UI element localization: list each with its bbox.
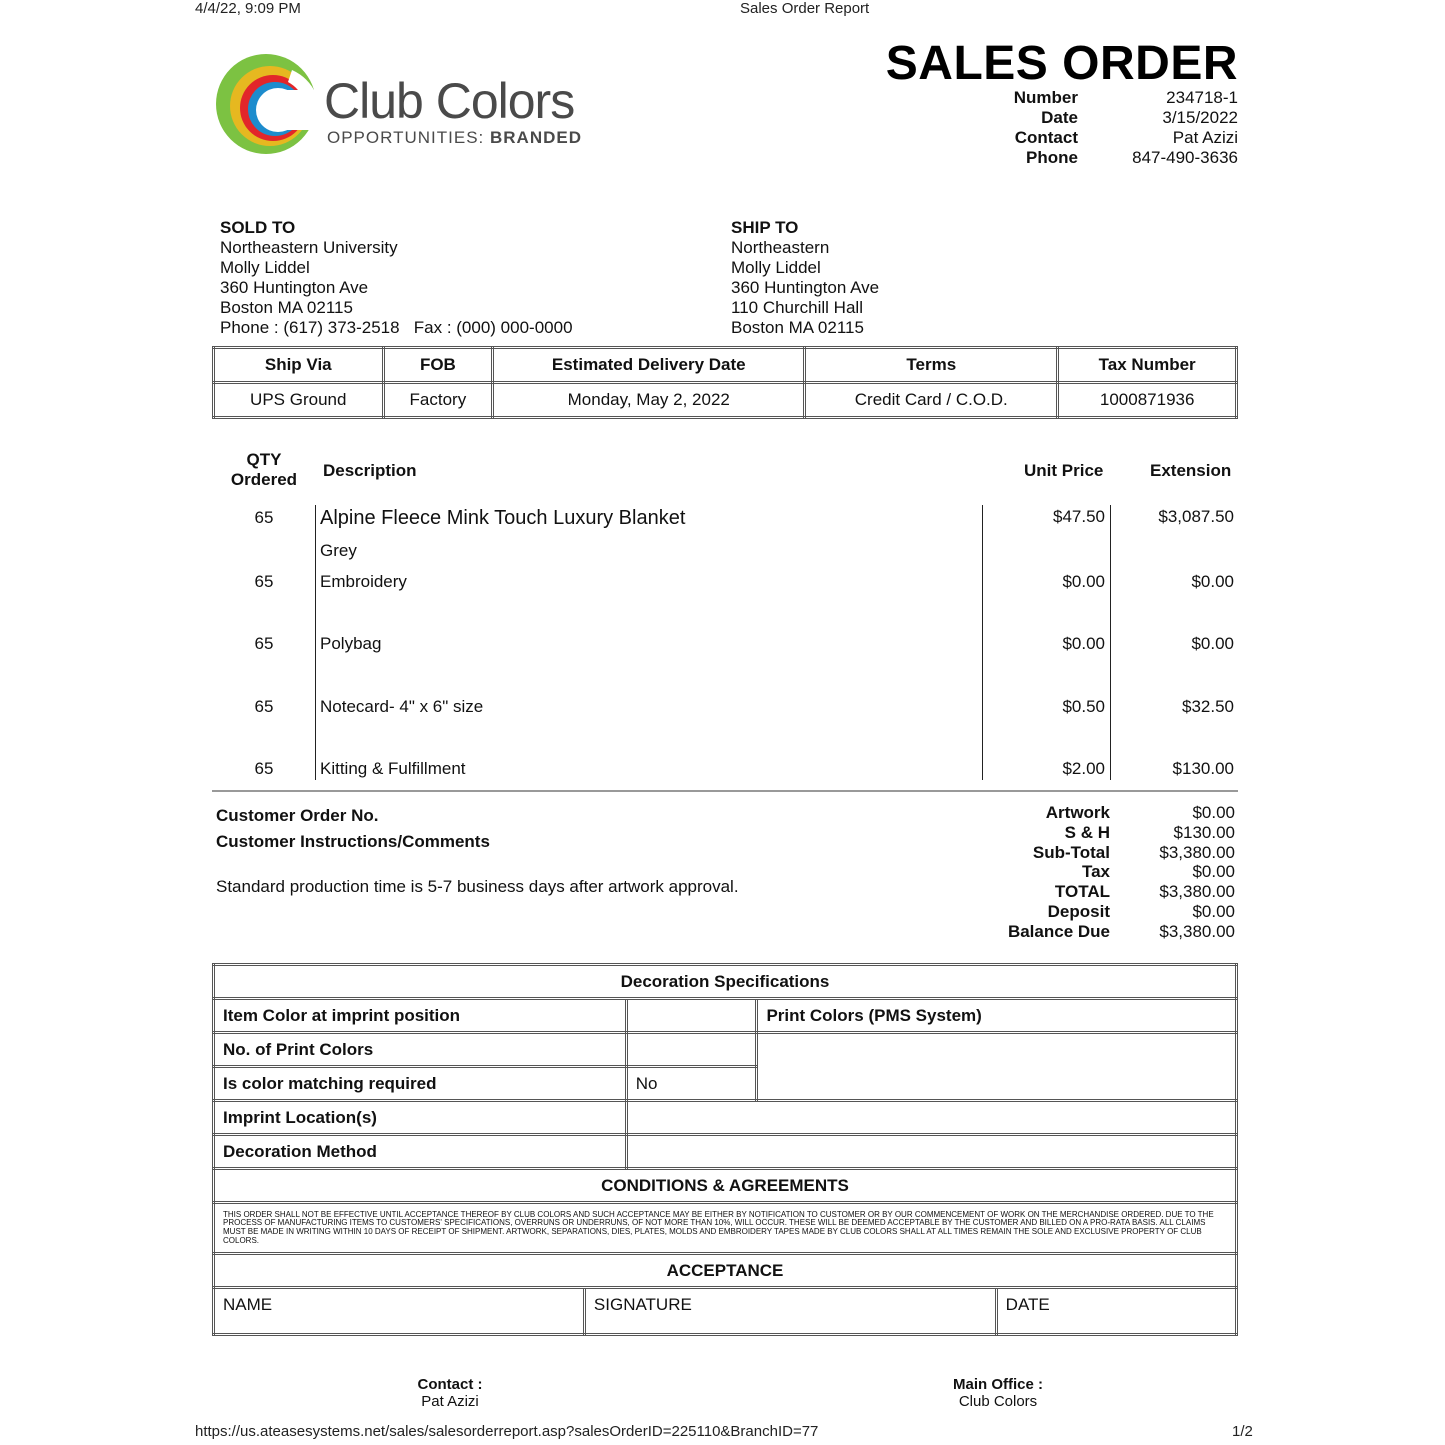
qty-header-line: Ordered [230, 470, 298, 489]
footer-office [928, 1376, 1068, 1410]
item-description: Embroidery [320, 572, 407, 591]
item-unit-price: $2.00 [1062, 759, 1105, 778]
qty-header-line: QTY [246, 450, 282, 469]
conditions-text-row [214, 1203, 1237, 1254]
meta-label: Contact [1014, 128, 1078, 147]
items-divider-price [1110, 505, 1111, 780]
customer-instructions-label: Customer Instructions/Comments [216, 832, 490, 851]
total-value: $0.00 [1192, 862, 1235, 882]
items-divider-desc [982, 505, 983, 780]
logo-tagline-bold: BRANDED [490, 128, 582, 147]
ship-via-header: Ship Via [214, 348, 384, 383]
total-row-total [990, 882, 1235, 902]
items-bottom-divider [212, 790, 1238, 792]
meta-row-contact [968, 128, 1238, 148]
total-value: $130.00 [1173, 822, 1235, 842]
shipping-table [212, 346, 1238, 419]
footer-contact-label: Contact : [417, 1376, 483, 1393]
item-color-value [626, 999, 757, 1033]
acceptance-date-field: DATE [996, 1288, 1236, 1335]
ship-to-line: Boston MA 02115 [731, 318, 864, 337]
total-row-tax [990, 862, 1235, 882]
sold-to-line: 360 Huntington Ave [220, 278, 369, 297]
meta-row-number [968, 88, 1238, 108]
total-label: Tax [1081, 862, 1110, 882]
item-description: Notecard- 4" x 6" size [320, 697, 484, 716]
meta-value: Pat Azizi [1172, 128, 1238, 147]
sold-to-block [220, 218, 573, 338]
item-color-row [214, 999, 1237, 1033]
decoration-table [212, 963, 1238, 1336]
tax-number-value: 1000871936 [1058, 383, 1237, 418]
item-description: Alpine Fleece Mink Touch Luxury Blanket [320, 507, 686, 529]
sold-to-heading: SOLD TO [220, 218, 296, 237]
footer-office-label: Main Office : [952, 1376, 1043, 1393]
item-description: Kitting & Fulfillment [320, 759, 466, 778]
customer-order-label: Customer Order No. [216, 806, 379, 825]
club-colors-logo-icon [212, 50, 320, 158]
color-match-label: Is color matching required [214, 1067, 627, 1101]
fob-value: Factory [383, 383, 493, 418]
delivery-date-header: Estimated Delivery Date [493, 348, 805, 383]
shipping-header-row [214, 348, 1237, 383]
logo-tagline-prefix: OPPORTUNITIES: [327, 128, 485, 147]
total-label: Balance Due [1007, 921, 1110, 941]
meta-value: 847-490-3636 [1132, 148, 1238, 167]
ship-via-value: UPS Ground [214, 383, 384, 418]
total-row-subtotal [990, 843, 1235, 863]
decoration-method-label: Decoration Method [214, 1135, 627, 1169]
item-qty: 65 [254, 508, 274, 527]
logo-tagline [327, 128, 582, 148]
item-qty: 65 [254, 759, 274, 778]
conditions-text: THIS ORDER SHALL NOT BE EFFECTIVE UNTIL ACCEPTANCE THEREOF BY CLUB COLORS AND SUCH ACCEPTANCE MAY BE EITHER BY NOTIFICATION TO CUSTOMER OR BY OUR COMMENCEMENT OF WORK ON THE MERCHANDISE ORDERED. DUE TO THE PROCESS OF MANUFACTURING ITEMS TO CUSTOMERS' SPECIFICATIONS, OVERRUNS OR UNDERRUNS, OF NOT MORE THAN 10%, WILL OCCUR. THESE WILL BE DEEMED ACCEPTABLE BY THE CUSTOMER AND BILLED ON A PRO-RATA BASIS. ALL CLAIMS MUST BE MADE IN WRITING WITHIN 10 DAYS OF RECEIPT OF SHIPMENT. ARTWORK, SEPARATIONS, DIES, PLATES, MOLDS AND EMBROIDERY TAPES MADE BY CLUB COLORS SHALL AT ALL TIMES REMAIN THE SOLE AND EXCLUSIVE PROPERTY OF CLUB COLORS. [214, 1203, 1237, 1254]
sold-to-line: Boston MA 02115 [220, 298, 353, 317]
print-page-number: 1/2 [1232, 1423, 1253, 1440]
total-value: $3,380.00 [1159, 882, 1235, 902]
item-qty: 65 [254, 634, 274, 653]
qty-header [222, 450, 306, 490]
meta-label: Phone [1026, 148, 1078, 167]
total-value: $0.00 [1192, 901, 1235, 921]
terms-value: Credit Card / C.O.D. [805, 383, 1058, 418]
delivery-date-value: Monday, May 2, 2022 [493, 383, 805, 418]
ship-to-heading: SHIP TO [731, 218, 799, 237]
meta-row-phone [968, 148, 1238, 168]
document-title: SALES ORDER [885, 37, 1238, 90]
item-qty: 65 [254, 572, 274, 591]
unit-price-header: Unit Price [1024, 461, 1104, 480]
description-header: Description [323, 461, 417, 480]
num-colors-row [214, 1033, 1237, 1067]
ship-to-block [731, 218, 879, 338]
meta-row-date [968, 108, 1238, 128]
meta-label: Number [1013, 88, 1078, 107]
total-value: $3,380.00 [1159, 921, 1235, 941]
footer-contact [380, 1376, 520, 1410]
item-extension: $0.00 [1191, 634, 1234, 653]
total-label: Artwork [1045, 803, 1110, 822]
sold-to-line: Northeastern University [220, 238, 398, 257]
item-color-label: Item Color at imprint position [214, 999, 627, 1033]
print-title: Sales Order Report [740, 0, 870, 17]
meta-label: Date [1041, 108, 1078, 127]
footer-office-value: Club Colors [958, 1393, 1038, 1410]
fob-header: FOB [383, 348, 493, 383]
sold-to-line: Molly Liddel [220, 258, 310, 277]
item-unit-price: $0.00 [1062, 634, 1105, 653]
acceptance-title: ACCEPTANCE [214, 1254, 1237, 1288]
item-extension: $0.00 [1191, 572, 1234, 591]
footer-contact-value: Pat Azizi [421, 1393, 479, 1410]
conditions-title-row [214, 1169, 1237, 1203]
total-label: S & H [1064, 822, 1110, 842]
color-match-value: No [626, 1067, 757, 1101]
acceptance-signature-field: SIGNATURE [584, 1288, 996, 1335]
total-row-sh [990, 823, 1235, 843]
total-row-artwork [990, 803, 1235, 823]
acceptance-title-row [214, 1254, 1237, 1288]
order-meta [968, 88, 1238, 168]
terms-header: Terms [805, 348, 1058, 383]
sold-to-phone: Phone : (617) 373-2518 [220, 318, 400, 337]
totals-block [990, 803, 1235, 942]
item-description: Polybag [320, 634, 382, 653]
item-unit-price: $47.50 [1053, 507, 1105, 526]
ship-to-line: 110 Churchill Hall [731, 298, 863, 317]
total-row-balance-due [990, 922, 1235, 942]
acceptance-fields-row [214, 1288, 1237, 1335]
item-subtext: Grey [320, 541, 357, 560]
item-extension: $3,087.50 [1158, 507, 1234, 526]
print-url[interactable]: https://us.ateasesystems.net/sales/salesorderreport.asp?salesOrderID=225110&BranchID=77 [195, 1423, 819, 1440]
item-qty: 65 [254, 697, 274, 716]
print-datetime: 4/4/22, 9:09 PM [195, 0, 301, 17]
extension-header: Extension [1150, 461, 1232, 480]
conditions-title: CONDITIONS & AGREEMENTS [214, 1169, 1237, 1203]
ship-to-line: Molly Liddel [731, 258, 821, 277]
meta-value: 234718-1 [1166, 88, 1238, 107]
ship-to-line: Northeastern [731, 238, 830, 257]
sold-to-contact-line [220, 318, 573, 338]
decoration-method-row [214, 1135, 1237, 1169]
item-unit-price: $0.50 [1062, 697, 1105, 716]
tax-number-header: Tax Number [1058, 348, 1237, 383]
items-divider-qty [315, 505, 316, 780]
total-label: TOTAL [1054, 882, 1110, 902]
item-extension: $130.00 [1172, 759, 1234, 778]
print-colors-label: Print Colors (PMS System) [757, 999, 1237, 1033]
decoration-title-row [214, 965, 1237, 999]
customer-comment: Standard production time is 5-7 business days after artwork approval. [216, 877, 739, 896]
total-value: $3,380.00 [1159, 842, 1235, 862]
total-label: Sub-Total [1032, 842, 1110, 862]
imprint-location-row [214, 1101, 1237, 1135]
num-colors-label: No. of Print Colors [214, 1033, 627, 1067]
shipping-value-row [214, 383, 1237, 418]
decoration-method-value [626, 1135, 1236, 1169]
sold-to-fax: Fax : (000) 000-0000 [413, 318, 573, 337]
print-colors-value [757, 1033, 1237, 1101]
item-extension: $32.50 [1182, 697, 1234, 716]
meta-value: 3/15/2022 [1162, 108, 1238, 127]
total-row-deposit [990, 902, 1235, 922]
total-value: $0.00 [1192, 803, 1235, 822]
logo-wordmark: Club Colors [324, 73, 575, 129]
decoration-title: Decoration Specifications [214, 965, 1237, 999]
ship-to-line: 360 Huntington Ave [731, 278, 880, 297]
acceptance-name-field: NAME [214, 1288, 585, 1335]
imprint-location-label: Imprint Location(s) [214, 1101, 627, 1135]
item-unit-price: $0.00 [1062, 572, 1105, 591]
imprint-location-value [626, 1101, 1236, 1135]
num-colors-value [626, 1033, 757, 1067]
total-label: Deposit [1047, 901, 1110, 921]
